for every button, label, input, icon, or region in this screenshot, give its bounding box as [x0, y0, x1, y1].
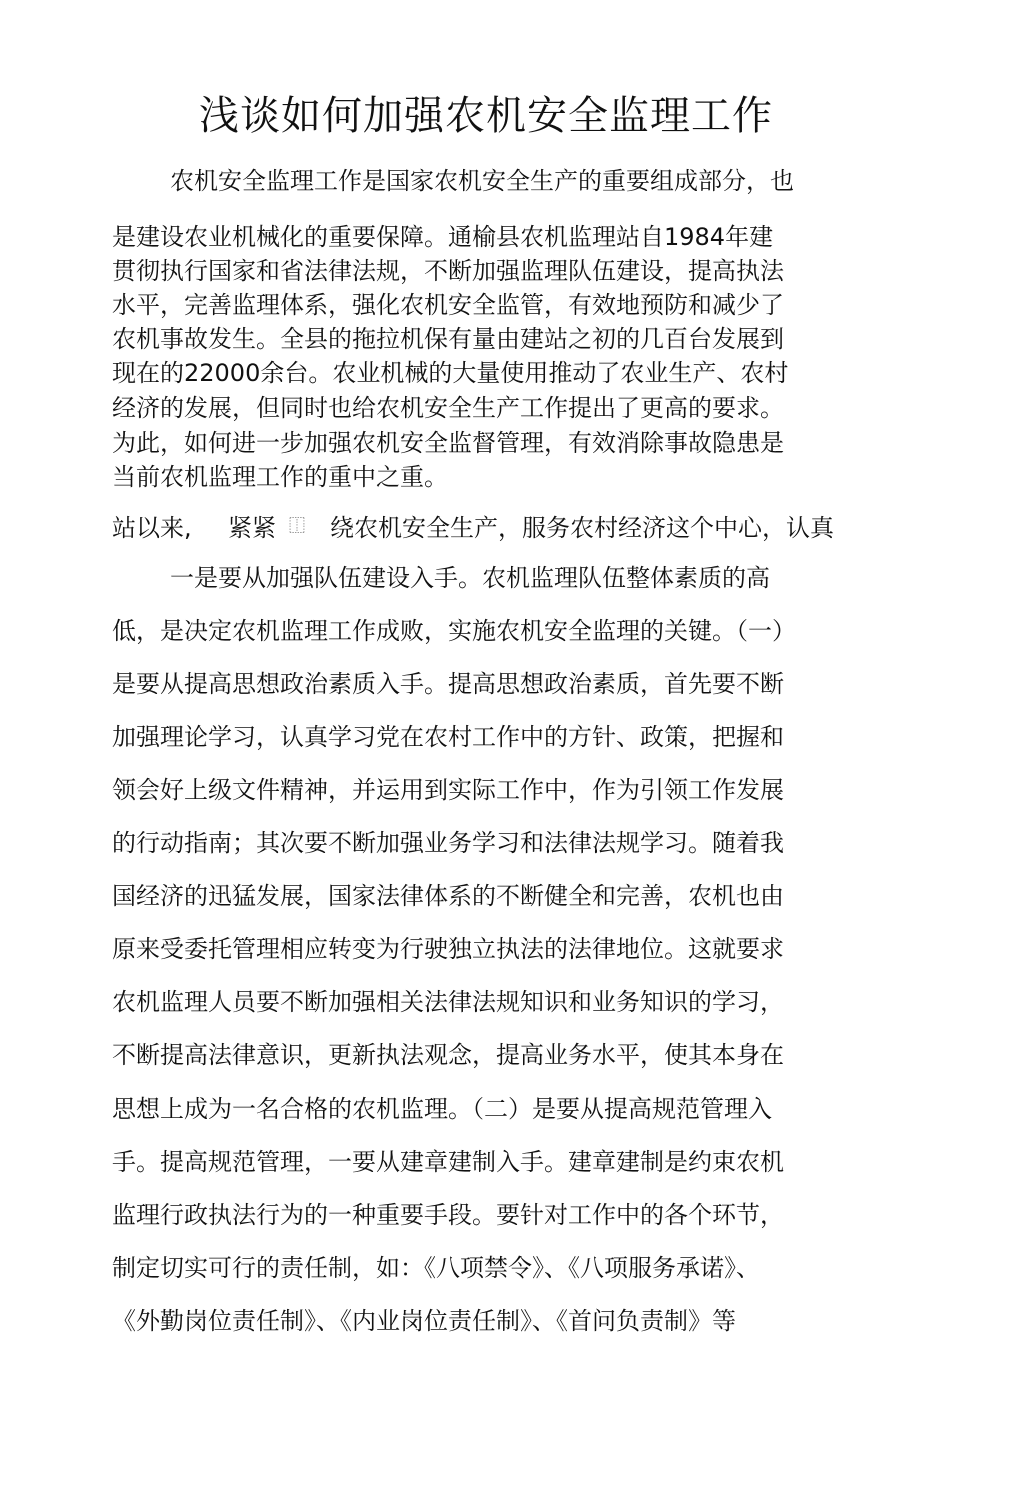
text-line: 贯彻执行国家和省法律法规，不断加强监理队伍建设，提高执法 [112, 257, 784, 285]
text-line: 经济的发展，但同时也给农机安全生产工作提出了更高的要求。 [112, 394, 784, 422]
stray-text-start: 站以来, [112, 514, 192, 542]
text-line: 原来受委托管理相应转变为行驶独立执法的法律地位。这就要求 [112, 935, 784, 963]
stray-text-middle: 紧紧 [228, 514, 276, 542]
text-line: 加强理论学习，认真学习党在农村工作中的方针、政策，把握和 [112, 723, 784, 751]
text-line: 监理行政执法行为的一种重要手段。要针对工作中的各个环节， [112, 1201, 784, 1229]
text-line: 现在的22000余台。农业机械的大量使用推动了农业生产、农村 [112, 359, 789, 387]
text-line: 一是要从加强队伍建设入手。农机监理队伍整体素质的高 [170, 564, 770, 592]
text-line: 农机安全监理工作是国家农机安全生产的重要组成部分，也 [170, 167, 794, 195]
document-title: 浅谈如何加强农机安全监理工作 [199, 93, 773, 139]
text-line: 是建设农业机械化的重要保障。通榆县农机监理站自1984年建 [112, 223, 774, 251]
stray-text-end: 绕农机安全生产，服务农村经济这个中心，认真 [330, 514, 834, 542]
text-line: 思想上成为一名合格的农机监理。（二）是要从提高规范管理入 [112, 1095, 772, 1123]
text-line: 不断提高法律意识，更新执法观念，提高业务水平，使其本身在 [112, 1041, 784, 1069]
text-line: 的行动指南；其次要不断加强业务学习和法律法规学习。随着我 [112, 829, 784, 857]
text-line: 农机监理人员要不断加强相关法律法规知识和业务知识的学习， [112, 988, 784, 1016]
text-line: 制定切实可行的责任制，如：《八项禁令》、《八项服务承诺》、 [112, 1254, 760, 1282]
text-line: 《外勤岗位责任制》、《内业岗位责任制》、《首问负责制》等 [112, 1307, 736, 1335]
text-line: 手。提高规范管理，一要从建章建制入手。建章建制是约束农机 [112, 1148, 784, 1176]
text-line: 低，是决定农机监理工作成败，实施农机安全监理的关键。（一） [112, 617, 796, 645]
text-line: 为此，如何进一步加强农机安全监督管理，有效消除事故隐患是 [112, 429, 784, 457]
text-line: 当前农机监理工作的重中之重。 [112, 463, 448, 491]
text-line: 领会好上级文件精神，并运用到实际工作中，作为引领工作发展 [112, 776, 784, 804]
text-line: 水平，完善监理体系，强化农机安全监管，有效地预防和减少了 [112, 291, 784, 319]
broken-glyph: ⿰ [289, 516, 306, 535]
text-line: 是要从提高思想政治素质入手。提高思想政治素质，首先要不断 [112, 670, 784, 698]
text-line: 国经济的迅猛发展，国家法律体系的不断健全和完善，农机也由 [112, 882, 784, 910]
text-line: 农机事故发生。全县的拖拉机保有量由建站之初的几百台发展到 [112, 325, 784, 353]
